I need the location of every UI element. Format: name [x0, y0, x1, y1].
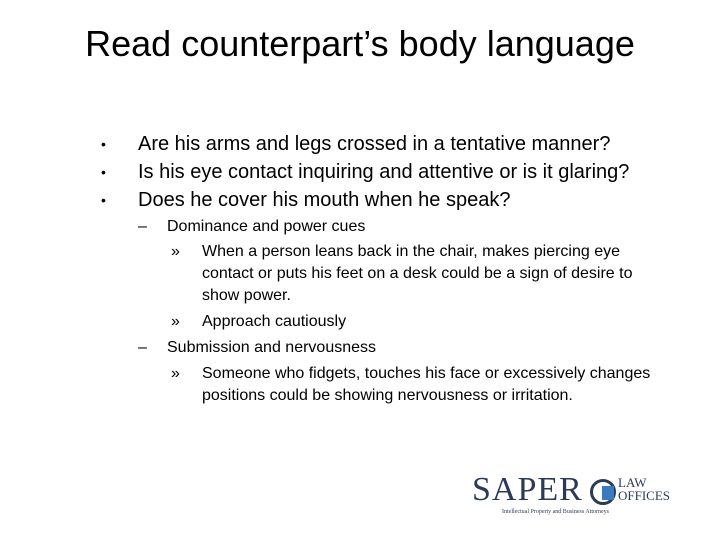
point-text: Someone who fidgets, touches his face or excessively changes positions could be showing nervousness or irritation.: [202, 365, 651, 404]
dash-marker: –: [138, 218, 147, 235]
bullet-marker: •: [101, 136, 106, 152]
bullet-marker: •: [101, 192, 106, 208]
subitem-text: Submission and nervousness: [167, 339, 377, 356]
slide-title: Read counterpart’s body language: [85, 23, 635, 64]
bullet-marker: •: [101, 164, 106, 180]
bullet-text: Does he cover his mouth when he speak?: [138, 189, 511, 211]
subitem-text: Dominance and power cues: [167, 218, 366, 235]
bullet-text: Are his arms and legs crossed in a tentative manner?: [138, 133, 611, 155]
point-marker: »: [171, 243, 180, 260]
saper-logo: [472, 470, 687, 520]
logo-law: LAW: [618, 475, 647, 490]
dash-marker: –: [138, 339, 147, 356]
point-text: Approach cautiously: [202, 313, 347, 330]
point-marker: »: [171, 313, 180, 330]
logo-name: SAPER: [472, 471, 583, 508]
logo-tagline: Intellectual Property and Business Attorneys: [502, 509, 609, 515]
logo-offices: OFFICES: [618, 488, 671, 503]
point-marker: »: [171, 365, 180, 382]
bullet-text: Is his eye contact inquiring and attentive or is it glaring?: [138, 161, 630, 183]
point-text: When a person leans back in the chair, makes piercing eye contact or puts his feet on a desk could be a sign of desire to show power.: [202, 243, 633, 304]
logo-mark-icon: [590, 479, 616, 505]
